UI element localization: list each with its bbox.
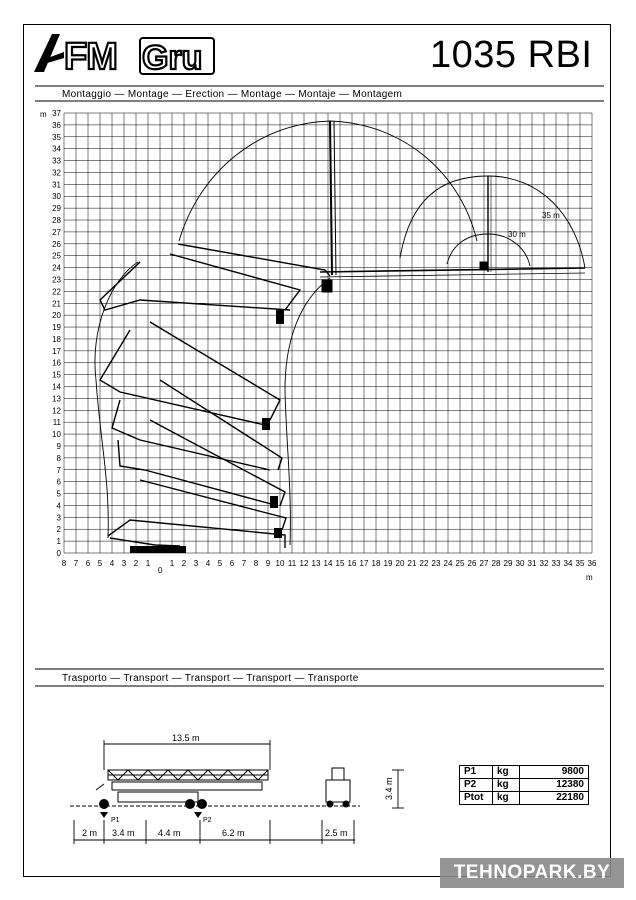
x-unit-label: m xyxy=(586,573,593,582)
x-tick-label: 32 xyxy=(539,559,549,568)
x-tick-label: 16 xyxy=(347,559,357,568)
x-tick-label: 9 xyxy=(265,559,271,568)
y-tick-label: 16 xyxy=(52,358,61,368)
width-label: 2.5 m xyxy=(325,828,348,838)
y-unit-label: m xyxy=(40,110,47,119)
y-tick-label: 20 xyxy=(52,311,61,321)
y-tick-label: 35 xyxy=(52,132,61,142)
x-tick-label: 13 xyxy=(311,559,321,568)
x-tick-label: 8 xyxy=(253,559,259,568)
y-tick-label: 33 xyxy=(52,156,61,166)
y-tick-label: 26 xyxy=(52,239,61,249)
x-tick-label: 22 xyxy=(419,559,429,568)
weight-label: P1 xyxy=(460,766,493,779)
y-tick-label: 18 xyxy=(52,334,61,344)
y-tick-label: 34 xyxy=(52,144,61,154)
y-tick-label: 2 xyxy=(56,525,61,535)
x-tick-label: 29 xyxy=(503,559,513,568)
weight-row-p1 xyxy=(460,766,589,779)
weights-table xyxy=(459,765,589,805)
x-tick-label: 20 xyxy=(395,559,405,568)
x-tick-label: 18 xyxy=(371,559,381,568)
weight-unit: kg xyxy=(493,779,520,792)
folded-crane-front-view xyxy=(326,768,350,807)
x-tick-label: 6 xyxy=(229,559,235,568)
y-tick-label: 0 xyxy=(56,549,61,558)
y-tick-label: 3 xyxy=(56,513,61,523)
folded-crane-side-view xyxy=(96,770,268,802)
x-tick-label: 2 xyxy=(133,559,139,568)
y-tick-label: 7 xyxy=(56,465,61,475)
segment-3-label: 4.4 m xyxy=(158,828,181,838)
y-tick-label: 8 xyxy=(56,453,61,463)
radius-35-label: 35 m xyxy=(542,211,560,220)
x-tick-label: 5 xyxy=(97,559,103,568)
x-tick-label: 34 xyxy=(563,559,573,568)
x-tick-label: 4 xyxy=(109,559,115,568)
segment-4-label: 6.2 m xyxy=(222,828,245,838)
x-tick-label: 17 xyxy=(359,559,369,568)
x-tick-label: 27 xyxy=(479,559,489,568)
weight-label: Ptot xyxy=(460,792,493,805)
x-tick-label: 4 xyxy=(205,559,211,568)
x-tick-label: 14 xyxy=(323,559,333,568)
weight-row-p2 xyxy=(460,779,589,792)
y-tick-label: 19 xyxy=(52,323,61,333)
x-tick-label: 21 xyxy=(407,559,417,568)
model-title: 1035 RBI xyxy=(430,34,593,76)
weight-row-ptot xyxy=(460,792,589,805)
weight-unit: kg xyxy=(493,792,520,805)
x-tick-label: 3 xyxy=(193,559,199,568)
y-tick-label: 28 xyxy=(52,216,61,226)
x-tick-label: 6 xyxy=(85,559,91,568)
x-tick-label: 23 xyxy=(431,559,441,568)
y-tick-label: 17 xyxy=(52,346,61,356)
y-tick-label: 15 xyxy=(52,370,61,380)
y-tick-label: 25 xyxy=(52,251,61,261)
x-tick-label: 3 xyxy=(121,559,127,568)
total-length-label: 13.5 m xyxy=(172,733,200,743)
p2-axle-label: P2 xyxy=(203,817,212,824)
x-tick-label: 35 xyxy=(575,559,585,568)
x-tick-label: 2 xyxy=(181,559,187,568)
logo-fm: FM xyxy=(64,36,117,76)
x-tick-label: 8 xyxy=(61,559,67,568)
y-tick-label: 12 xyxy=(52,406,61,416)
y-tick-label: 10 xyxy=(52,430,61,440)
y-tick-label: 14 xyxy=(52,382,61,392)
y-tick-label: 24 xyxy=(52,263,61,273)
weight-value: 22180 xyxy=(520,792,589,805)
y-tick-label: 29 xyxy=(52,204,61,214)
x-zero-label: 0 xyxy=(158,566,163,575)
weight-value: 12380 xyxy=(520,779,589,792)
y-tick-label: 13 xyxy=(52,394,61,404)
x-tick-label: 1 xyxy=(169,559,175,568)
x-tick-label: 12 xyxy=(299,559,309,568)
y-tick-label: 22 xyxy=(52,287,61,297)
segment-1-label: 2 m xyxy=(82,828,98,838)
x-tick-label: 19 xyxy=(383,559,393,568)
erection-section-title: Montaggio — Montage — Erection — Montage — Montaje — Montagem xyxy=(62,89,403,100)
x-tick-label: 25 xyxy=(455,559,465,568)
x-tick-label: 5 xyxy=(217,559,223,568)
x-tick-label: 10 xyxy=(275,559,285,568)
weight-unit: kg xyxy=(493,766,520,779)
p1-axle-label: P1 xyxy=(111,817,120,824)
y-tick-label: 37 xyxy=(52,109,61,118)
x-tick-label: 1 xyxy=(145,559,151,568)
y-tick-label: 27 xyxy=(52,227,61,237)
y-tick-label: 31 xyxy=(52,180,61,190)
segment-2-label: 3.4 m xyxy=(112,828,135,838)
x-tick-label: 26 xyxy=(467,559,477,568)
y-tick-label: 9 xyxy=(56,441,61,451)
x-tick-label: 33 xyxy=(551,559,561,568)
y-tick-label: 32 xyxy=(52,168,61,178)
y-tick-label: 5 xyxy=(56,489,61,499)
watermark: TEHNOPARK.BY xyxy=(440,858,624,888)
logo-gru: Gru xyxy=(142,39,203,76)
y-tick-label: 36 xyxy=(52,120,61,130)
y-tick-label: 11 xyxy=(52,418,61,428)
y-tick-label: 4 xyxy=(56,501,61,511)
transport-section-title: Trasporto — Transport — Transport — Transport — Transporte xyxy=(62,673,359,684)
x-tick-label: 7 xyxy=(73,559,79,568)
x-tick-label: 7 xyxy=(241,559,247,568)
weight-value: 9800 xyxy=(520,766,589,779)
x-tick-label: 31 xyxy=(527,559,537,568)
transport-wheels xyxy=(99,799,207,809)
x-tick-label: 28 xyxy=(491,559,501,568)
weight-label: P2 xyxy=(460,779,493,792)
x-tick-label: 30 xyxy=(515,559,525,568)
y-tick-label: 23 xyxy=(52,275,61,285)
y-tick-label: 6 xyxy=(56,477,61,487)
height-label: 3.4 m xyxy=(384,777,394,800)
x-tick-label: 24 xyxy=(443,559,453,568)
x-tick-label: 11 xyxy=(287,559,297,568)
y-tick-label: 1 xyxy=(56,537,61,547)
radius-30-label: 30 m xyxy=(508,230,526,239)
y-tick-label: 30 xyxy=(52,192,61,202)
y-tick-label: 21 xyxy=(52,299,61,309)
x-tick-label: 36 xyxy=(587,559,597,568)
x-tick-label: 15 xyxy=(335,559,345,568)
